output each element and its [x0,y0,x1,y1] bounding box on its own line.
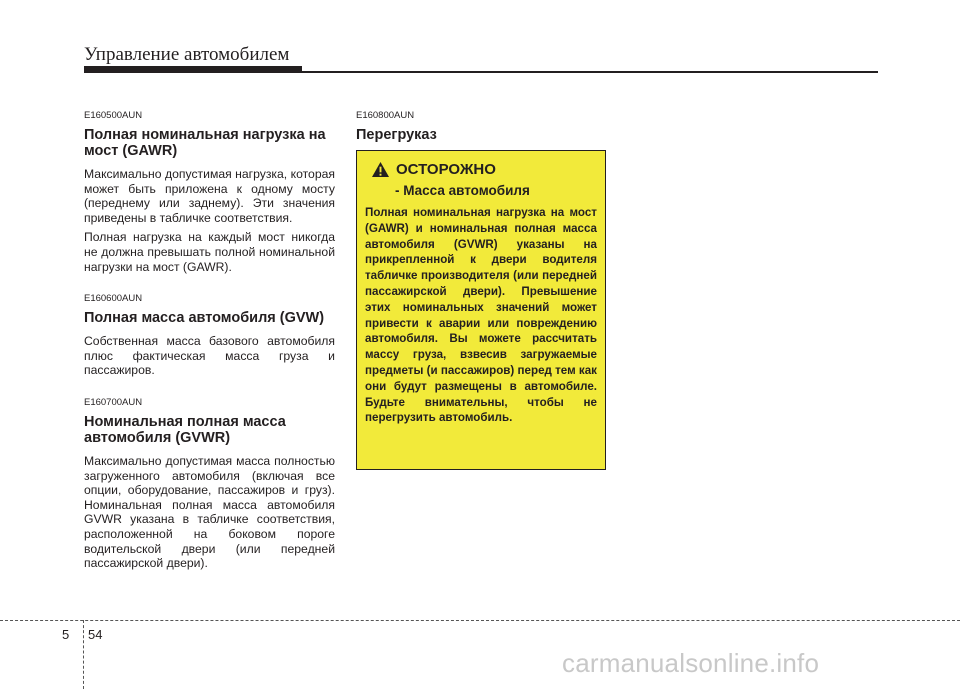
section-code: E160500AUN [84,110,143,121]
section-heading: Полная масса автомобиля (GVW) [84,310,325,327]
paragraph: Полная нагрузка на каждый мост никогда не должна превышать полной номинальной нагрузки на мост (GAWR). [84,230,335,274]
header-rule-thin [84,71,878,73]
footer-vertical-divider [83,620,84,689]
section-code: E160800AUN [356,110,415,121]
section-gvwr [84,397,335,571]
warning-body: Полная номинальная нагрузка на мост (GAWR) и номинальная полная масса автомобиля (GVWR) указаны на прикрепленной к двери водителя табличке производителя (или передней пассажирской двери). Превышение этих номинальных значений может привести к аварии или повреждению автомобиля. Вы можете рассчитать массу груза, взвесив загружаемые предметы (и пассажиров) перед тем как они будут размещены в автомобиле. Будьте внимательны, чтобы не перегрузить автомобиль. [365,206,597,425]
right-column [356,110,608,151]
footer-divider [0,620,960,621]
page-header-title: Управление автомобилем [84,44,290,65]
section-heading: Перегруказ [356,127,437,143]
paragraph: Собственная масса базового автомобиля плюс фактическая масса груза и пассажиров. [84,334,335,378]
warning-triangle-icon [371,161,390,178]
section-code: E160600AUN [84,293,143,305]
warning-header [371,161,496,178]
left-column [84,110,335,576]
warning-subtitle: - Масса автомобиля [395,183,530,198]
section-heading: Полная номинальная нагрузка на мост (GAWR) [84,127,326,159]
section-heading: Номинальная полная масса автомобиля (GVWR) [84,413,286,446]
watermark: carmanualsonline.info [562,648,820,678]
chapter-number: 5 [62,627,70,642]
warning-title: ОСТОРОЖНО [396,161,496,178]
page-number: 54 [88,627,103,642]
section-gvw [84,293,335,378]
section-code: E160700AUN [84,396,143,408]
paragraph: Максимально допустимая нагрузка, которая может быть приложена к одному мосту (переднему или заднему). Эти значения приведены в табличке соответствия. [84,167,335,225]
warning-box [356,150,606,470]
section-gawr [84,110,335,274]
paragraph: Максимально допустимая масса полностью загруженного автомобиля (включая все опции, оборудование, пассажиров и груз). Номинальная полная масса автомобиля GVWR указана в табличке соответствия, расположенной на боковом пороге водительской двери (или передней пассажирской двери). [84,453,335,571]
